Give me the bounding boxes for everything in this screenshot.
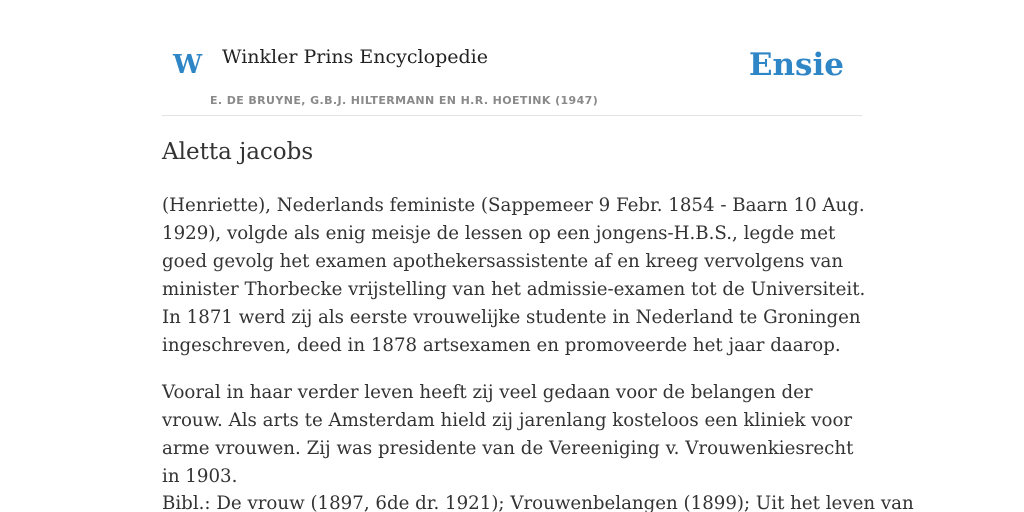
article-paragraph-1: (Henriette), Nederlands feministe (Sappemeer 9 Febr. 1854 - Baarn 10 Aug. 1929), volgde als enig meisje de lessen op een jongens-H.B.S., legde met goed gevolg het examen apothekersassistente af en kreeg vervolgens van minister Thorbecke vrijstelling van het admissie-examen tot de Universiteit. In 1871 werd zij als eerste vrouwelijke studente in Nederland te Groningen ingeschreven, deed in 1878 artsexamen en promoveerde het jaar daarop. xyxy=(162,195,866,356)
encyclopedia-logo-icon[interactable]: W xyxy=(173,50,203,80)
source-title-link[interactable]: Winkler Prins Encyclopedie xyxy=(222,46,488,68)
source-header xyxy=(162,0,862,116)
article-title: Aletta jacobs xyxy=(162,139,314,165)
source-authors: E. DE BRUYNE, G.B.J. HILTERMANN EN H.R. HOETINK (1947) xyxy=(210,94,599,107)
article-bibliography: Bibl.: De vrouw (1897, 6de dr. 1921); Vrouwenbelangen (1899); Uit het leven van xyxy=(162,493,914,512)
ensie-brand-logo[interactable]: Ensie xyxy=(748,47,844,83)
article-paragraph-2: Vooral in haar verder leven heeft zij veel gedaan voor de belangen der vrouw. Als arts te Amsterdam hield zij jarenlang kosteloos een kliniek voor arme vrouwen. Zij was presidente van de Vereeniging v. Vrouwenkiesrecht in 1903. xyxy=(162,382,854,487)
page-container xyxy=(162,0,914,512)
